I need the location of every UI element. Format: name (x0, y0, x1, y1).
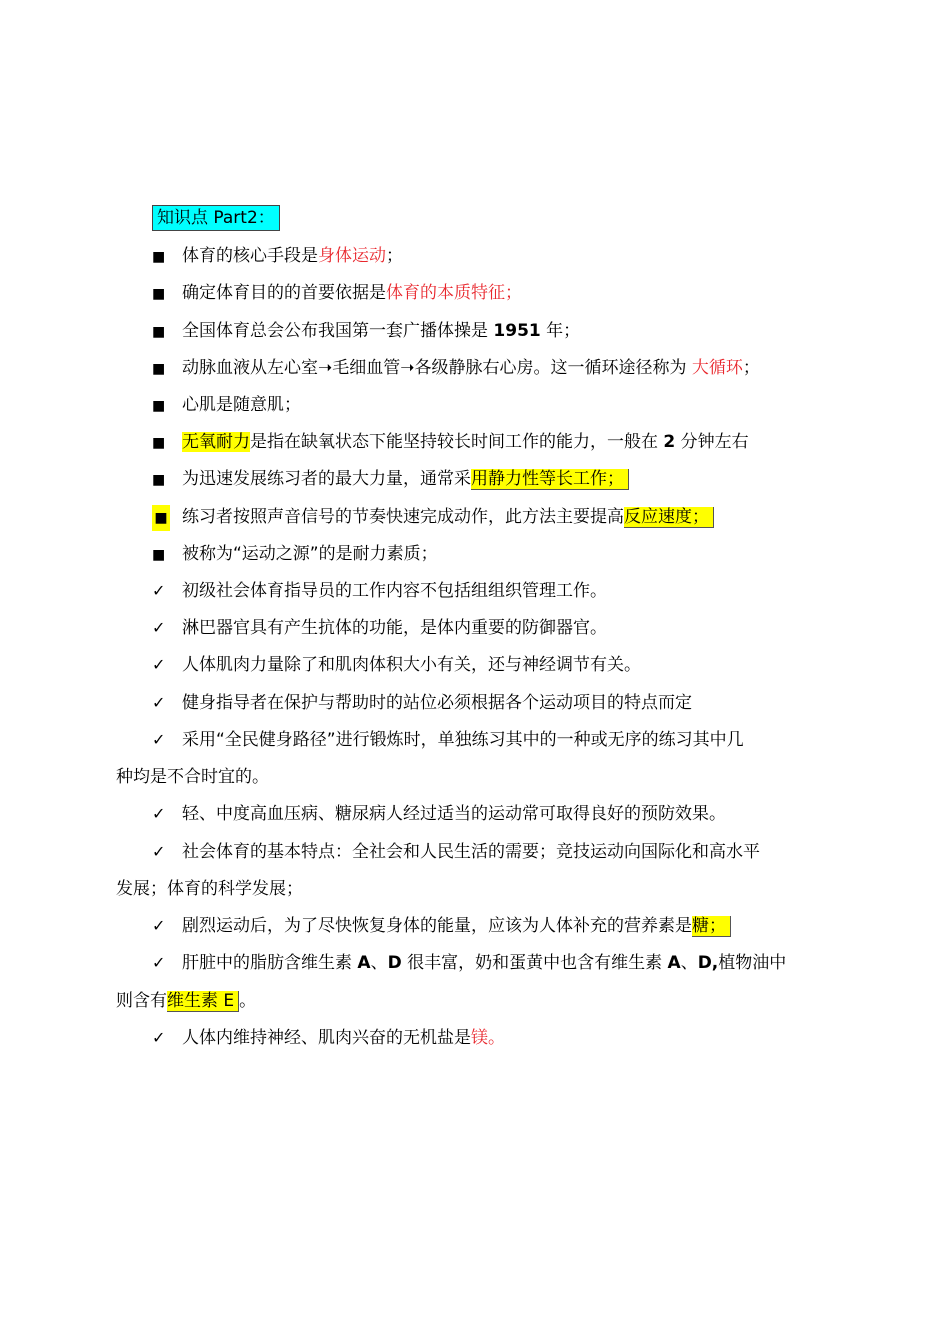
list-item (152, 318, 580, 344)
item-text: 人体内维持神经、肌肉兴奋的无机盐是 (182, 1028, 471, 1048)
checkmark-icon: ✓ (152, 730, 166, 749)
square-bullet-icon: ■ (152, 286, 166, 302)
list-item (152, 355, 760, 381)
item-text: 淋巴器官具有产生抗体的功能，是体内重要的防御器官。 (182, 618, 607, 638)
highlighted-text: 反应速度； (624, 507, 714, 528)
list-item (152, 429, 749, 455)
square-bullet-icon: ■ (152, 398, 166, 414)
item-text: 体育的本质特征； (386, 283, 522, 303)
square-bullet-icon: ■ (152, 435, 166, 451)
list-item (152, 392, 301, 418)
list-item (152, 578, 607, 604)
highlighted-text: 无氧耐力 (182, 432, 250, 452)
item-text: D, (697, 953, 719, 973)
item-text: 分钟左右 (675, 432, 749, 452)
item-text: 肝脏中的脂肪含维生素 (182, 953, 358, 973)
item-text: 、 (370, 953, 388, 973)
list-item (152, 615, 607, 641)
list-item (152, 243, 403, 269)
item-text: 。 (239, 991, 257, 1011)
item-text: 人体肌肉力量除了和肌肉体积大小有关，还与神经调节有关。 (182, 655, 641, 675)
square-bullet-icon: ■ (152, 361, 166, 377)
list-item (152, 504, 714, 530)
item-text: 初级社会体育指导员的工作内容不包括组组织管理工作。 (182, 581, 607, 601)
list-item (152, 541, 438, 567)
list-item (152, 466, 629, 492)
list-item (152, 280, 522, 306)
paragraph-line (116, 764, 838, 790)
item-text: 发展；体育的科学发展； (116, 879, 303, 899)
item-text: 被称为“运动之源”的是耐力素质； (182, 544, 438, 564)
item-text: 大循环 (691, 358, 743, 378)
item-text: 身体运动 (318, 246, 386, 266)
checkmark-icon: ✓ (152, 693, 166, 712)
item-text: 健身指导者在保护与帮助时的站位必须根据各个运动项目的特点而定 (182, 693, 692, 713)
checkmark-icon: ✓ (152, 842, 166, 861)
item-text: 、 (680, 953, 698, 973)
item-text: 心肌是随意肌； (182, 395, 301, 415)
item-text: 2 (663, 432, 676, 452)
item-text: 植物油中 (718, 953, 787, 973)
paragraph-line (116, 988, 838, 1014)
square-bullet-icon: ■ (152, 547, 166, 563)
paragraph-line (116, 1025, 874, 1051)
item-text: 确定体育目的的首要依据是 (182, 283, 386, 303)
item-text: A (667, 953, 681, 973)
checkmark-icon: ✓ (152, 953, 166, 972)
list-item (152, 690, 692, 716)
square-bullet-icon: ■ (152, 472, 166, 488)
checkmark-icon: ✓ (152, 1028, 166, 1047)
item-text: 采用“全民健身路径”进行锻炼时，单独练习其中的一种或无序的练习其中几 (182, 730, 744, 750)
item-text: 种均是不合时宜的。 (116, 767, 269, 787)
item-text: A (357, 953, 371, 973)
paragraph-line (116, 913, 874, 939)
checkmark-icon: ✓ (152, 916, 166, 935)
paragraph-line (116, 801, 874, 827)
list-item (152, 652, 641, 678)
paragraph-line (116, 876, 838, 902)
highlighted-text: 用静力性等长工作； (471, 469, 629, 490)
section-heading: 知识点 Part2： (152, 205, 280, 231)
item-text: ； (742, 358, 760, 378)
square-bullet-icon: ■ (152, 249, 166, 265)
paragraph-line (116, 839, 874, 865)
item-text: 轻、中度高血压病、糖尿病人经过适当的运动常可取得良好的预防效果。 (182, 804, 726, 824)
item-text: 为迅速发展练习者的最大力量，通常采 (182, 469, 471, 489)
square-bullet-icon: ■ (152, 505, 170, 531)
square-bullet-icon: ■ (152, 324, 166, 340)
paragraph-line (116, 727, 874, 753)
item-text: 镁。 (471, 1028, 505, 1048)
item-text: 体育的核心手段是 (182, 246, 318, 266)
item-text: 1951 (493, 321, 541, 341)
item-text: 全国体育总会公布我国第一套广播体操是 (182, 321, 494, 341)
item-text: 很丰富，奶和蛋黄中也含有维生素 (401, 953, 668, 973)
item-text: 是指在缺氧状态下能坚持较长时间工作的能力，一般在 (250, 432, 664, 452)
item-text: 年； (540, 321, 581, 341)
checkmark-icon: ✓ (152, 655, 166, 674)
item-text: 练习者按照声音信号的节奏快速完成动作，此方法主要提高 (182, 507, 624, 527)
item-text: 社会体育的基本特点：全社会和人民生活的需要；竞技运动向国际化和高水平 (182, 842, 760, 862)
item-text: 剧烈运动后，为了尽快恢复身体的能量，应该为人体补充的营养素是 (182, 916, 692, 936)
item-text: 动脉血液从左心室➝毛细血管➝各级静脉右心房。这一循环途径称为 (182, 358, 692, 378)
item-text: ； (386, 246, 403, 266)
highlighted-text: 糖； (692, 916, 731, 937)
checkmark-icon: ✓ (152, 581, 166, 600)
paragraph-line (116, 950, 874, 976)
highlighted-text: 维生素 E (167, 991, 239, 1012)
item-text: D (387, 953, 402, 973)
checkmark-icon: ✓ (152, 618, 166, 637)
checkmark-icon: ✓ (152, 804, 166, 823)
item-text: 则含有 (116, 991, 167, 1011)
